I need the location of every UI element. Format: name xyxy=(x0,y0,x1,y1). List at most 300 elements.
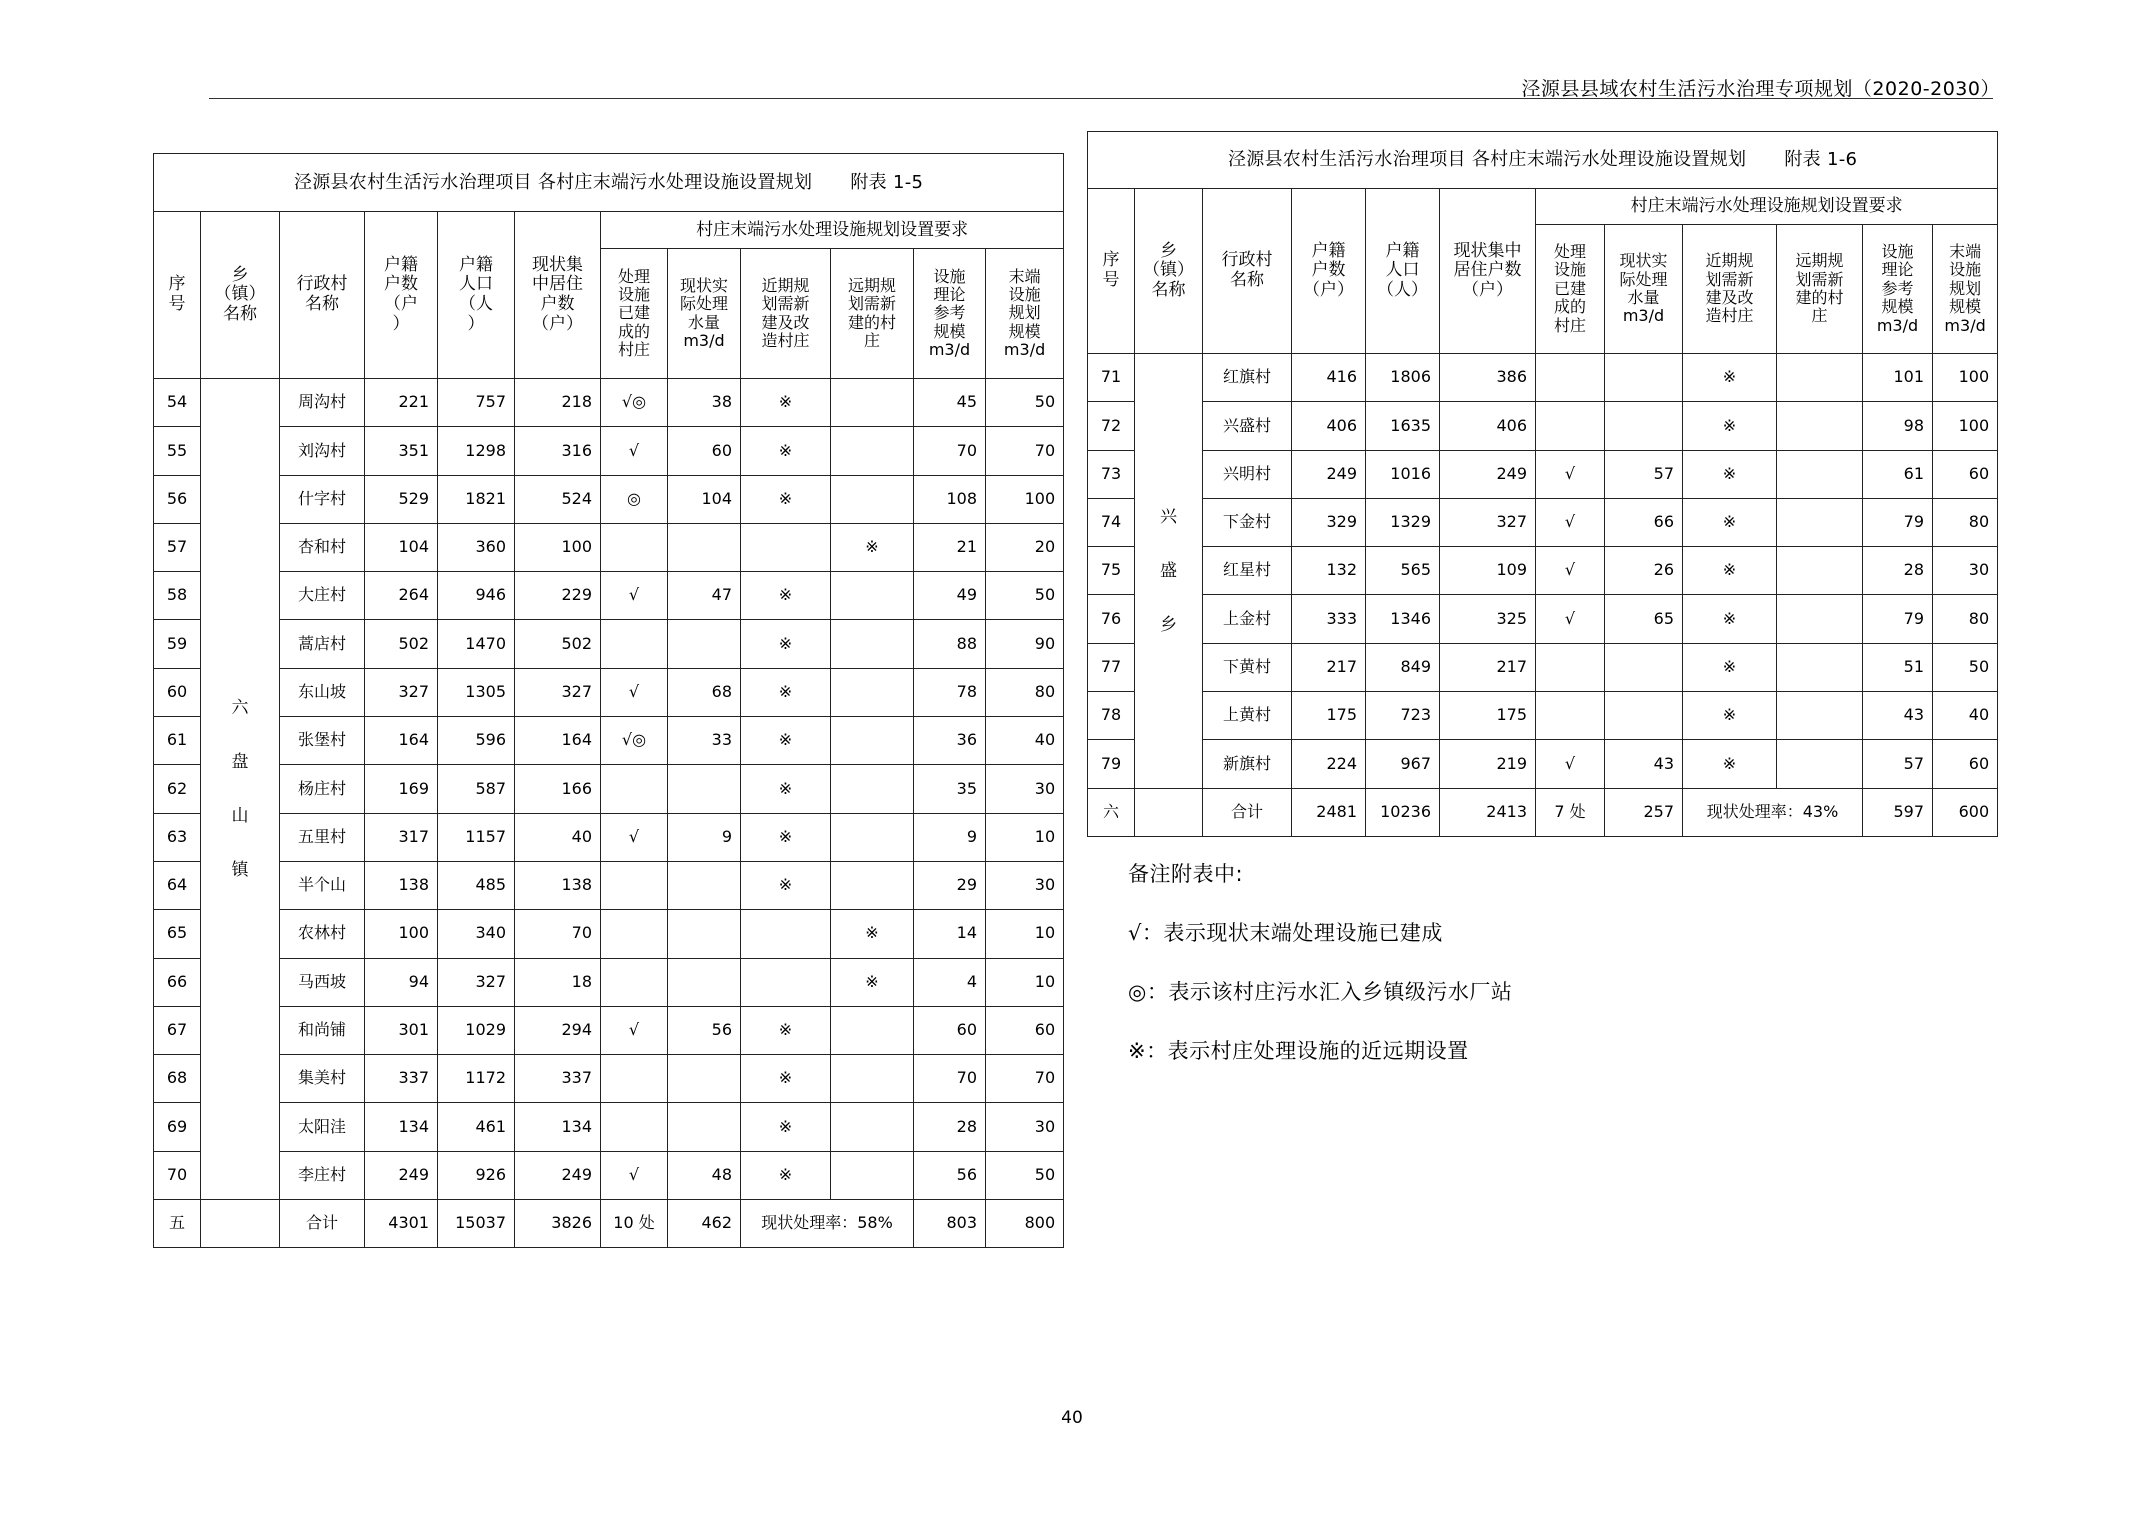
cell-built xyxy=(1536,354,1605,402)
header-village: 行政村 名称 xyxy=(1203,189,1292,354)
cell-concentrated: 386 xyxy=(1440,354,1536,402)
total-actual: 257 xyxy=(1605,788,1683,836)
notes-heading: 备注附表中: xyxy=(1128,862,1244,886)
cell-actual xyxy=(668,861,741,909)
total-treatment-rate: 现状处理率：58% xyxy=(741,1200,914,1248)
total-actual: 462 xyxy=(668,1200,741,1248)
cell-built: √◎ xyxy=(601,379,668,427)
town-name-cell: 兴 盛 乡 xyxy=(1135,354,1203,789)
cell-households: 406 xyxy=(1292,402,1366,450)
cell-households: 164 xyxy=(365,717,438,765)
cell-village: 半个山 xyxy=(280,861,365,909)
cell-concentrated: 40 xyxy=(515,813,601,861)
cell-concentrated: 325 xyxy=(1440,595,1536,643)
cell-built: ◎ xyxy=(601,475,668,523)
cell-population: 340 xyxy=(438,910,515,958)
cell-population: 1172 xyxy=(438,1055,515,1103)
cell-built xyxy=(601,523,668,571)
cell-seq: 65 xyxy=(154,910,201,958)
header-households: 户籍 户数 （户） xyxy=(1292,189,1366,354)
table-row xyxy=(154,379,1064,427)
cell-population: 327 xyxy=(438,958,515,1006)
table-row xyxy=(154,1055,1064,1103)
cell-actual: 104 xyxy=(668,475,741,523)
cell-village: 下黄村 xyxy=(1203,643,1292,691)
table-row xyxy=(154,475,1064,523)
cell-built: √ xyxy=(601,427,668,475)
cell-seq: 62 xyxy=(154,765,201,813)
header-built-villages: 处理 设施 已建 成的 村庄 xyxy=(601,249,668,379)
table-row xyxy=(154,572,1064,620)
cell-theory: 49 xyxy=(914,572,986,620)
cell-village: 什字村 xyxy=(280,475,365,523)
cell-actual: 43 xyxy=(1605,740,1683,788)
note-item-check: √：表示现状末端处理设施已建成 xyxy=(1128,921,1443,945)
cell-scale: 60 xyxy=(1933,740,1998,788)
cell-population: 926 xyxy=(438,1151,515,1199)
cell-seq: 69 xyxy=(154,1103,201,1151)
cell-seq: 64 xyxy=(154,861,201,909)
cell-theory: 60 xyxy=(914,1006,986,1054)
cell-population: 1470 xyxy=(438,620,515,668)
cell-actual: 57 xyxy=(1605,450,1683,498)
cell-concentrated: 524 xyxy=(515,475,601,523)
cell-theory: 57 xyxy=(1863,740,1933,788)
total-population: 10236 xyxy=(1366,788,1440,836)
cell-built: √ xyxy=(601,1151,668,1199)
table-row xyxy=(1088,740,1998,788)
cell-near: ※ xyxy=(741,427,831,475)
cell-scale: 60 xyxy=(986,1006,1064,1054)
table-row xyxy=(1088,498,1998,546)
cell-far xyxy=(1777,354,1863,402)
cell-theory: 79 xyxy=(1863,498,1933,546)
cell-village: 农林村 xyxy=(280,910,365,958)
cell-built: √◎ xyxy=(601,717,668,765)
total-population: 15037 xyxy=(438,1200,515,1248)
cell-seq: 71 xyxy=(1088,354,1135,402)
table-row xyxy=(154,910,1064,958)
header-near-term: 近期规 划需新 建及改 造村庄 xyxy=(741,249,831,379)
cell-households: 327 xyxy=(365,668,438,716)
cell-scale: 80 xyxy=(1933,498,1998,546)
cell-actual: 68 xyxy=(668,668,741,716)
cell-concentrated: 294 xyxy=(515,1006,601,1054)
cell-seq: 55 xyxy=(154,427,201,475)
cell-village: 张堡村 xyxy=(280,717,365,765)
cell-population: 461 xyxy=(438,1103,515,1151)
total-label: 合计 xyxy=(280,1200,365,1248)
cell-scale: 10 xyxy=(986,910,1064,958)
cell-actual xyxy=(668,958,741,1006)
cell-population: 723 xyxy=(1366,692,1440,740)
cell-households: 100 xyxy=(365,910,438,958)
cell-village: 下金村 xyxy=(1203,498,1292,546)
total-theory-scale: 803 xyxy=(914,1200,986,1248)
cell-far xyxy=(831,1055,914,1103)
header-planned-scale: 末端 设施 规划 规模 m3/d xyxy=(986,249,1064,379)
cell-seq: 59 xyxy=(154,620,201,668)
cell-far xyxy=(831,1103,914,1151)
page-header: 泾源县县域农村生活污水治理专项规划（2020-2030） xyxy=(1521,78,2000,100)
cell-households: 264 xyxy=(365,572,438,620)
cell-far xyxy=(831,765,914,813)
appendix-table-1-5 xyxy=(153,153,1064,1248)
cell-scale: 20 xyxy=(986,523,1064,571)
cell-concentrated: 166 xyxy=(515,765,601,813)
cell-theory: 88 xyxy=(914,620,986,668)
town-name-cell: 六 盘 山 镇 xyxy=(201,379,280,1200)
table-row xyxy=(1088,402,1998,450)
cell-near: ※ xyxy=(1683,740,1777,788)
cell-near: ※ xyxy=(741,813,831,861)
cell-village: 兴盛村 xyxy=(1203,402,1292,450)
cell-built xyxy=(1536,692,1605,740)
cell-near: ※ xyxy=(1683,450,1777,498)
cell-near: ※ xyxy=(1683,595,1777,643)
cell-theory: 51 xyxy=(1863,643,1933,691)
cell-far xyxy=(831,620,914,668)
cell-population: 1635 xyxy=(1366,402,1440,450)
cell-actual: 48 xyxy=(668,1151,741,1199)
cell-seq: 75 xyxy=(1088,547,1135,595)
header-theory-scale: 设施 理论 参考 规模 m3/d xyxy=(914,249,986,379)
cell-actual: 26 xyxy=(1605,547,1683,595)
cell-households: 134 xyxy=(365,1103,438,1151)
cell-seq: 57 xyxy=(154,523,201,571)
total-label: 合计 xyxy=(1203,788,1292,836)
header-planned-scale: 末端 设施 规划 规模 m3/d xyxy=(1933,225,1998,354)
cell-concentrated: 327 xyxy=(1440,498,1536,546)
cell-seq: 76 xyxy=(1088,595,1135,643)
cell-concentrated: 249 xyxy=(1440,450,1536,498)
cell-concentrated: 138 xyxy=(515,861,601,909)
cell-population: 1298 xyxy=(438,427,515,475)
table-row xyxy=(154,620,1064,668)
cell-actual xyxy=(668,765,741,813)
cell-seq: 67 xyxy=(154,1006,201,1054)
cell-scale: 80 xyxy=(986,668,1064,716)
cell-scale: 40 xyxy=(986,717,1064,765)
cell-concentrated: 217 xyxy=(1440,643,1536,691)
cell-built: √ xyxy=(1536,595,1605,643)
cell-households: 169 xyxy=(365,765,438,813)
cell-scale: 100 xyxy=(1933,354,1998,402)
cell-village: 杏和村 xyxy=(280,523,365,571)
header-seq: 序 号 xyxy=(1088,189,1135,354)
cell-village: 杨庄村 xyxy=(280,765,365,813)
cell-scale: 80 xyxy=(1933,595,1998,643)
cell-scale: 50 xyxy=(986,572,1064,620)
cell-theory: 61 xyxy=(1863,450,1933,498)
header-far-term: 远期规 划需新 建的村 庄 xyxy=(1777,225,1863,354)
cell-far xyxy=(1777,595,1863,643)
cell-scale: 100 xyxy=(986,475,1064,523)
cell-far xyxy=(1777,692,1863,740)
header-actual-volume: 现状实 际处理 水量 m3/d xyxy=(1605,225,1683,354)
cell-households: 249 xyxy=(365,1151,438,1199)
cell-households: 416 xyxy=(1292,354,1366,402)
header-requirements-group: 村庄末端污水处理设施规划设置要求 xyxy=(1536,189,1998,225)
cell-seq: 56 xyxy=(154,475,201,523)
cell-households: 329 xyxy=(1292,498,1366,546)
cell-village: 马西坡 xyxy=(280,958,365,1006)
cell-village: 集美村 xyxy=(280,1055,365,1103)
cell-actual: 65 xyxy=(1605,595,1683,643)
table-row xyxy=(154,765,1064,813)
cell-scale: 40 xyxy=(1933,692,1998,740)
cell-scale: 60 xyxy=(1933,450,1998,498)
header-town: 乡 （镇） 名称 xyxy=(1135,189,1203,354)
table-row xyxy=(1088,643,1998,691)
total-households: 4301 xyxy=(365,1200,438,1248)
cell-near: ※ xyxy=(741,1055,831,1103)
cell-actual: 56 xyxy=(668,1006,741,1054)
cell-households: 337 xyxy=(365,1055,438,1103)
cell-built: √ xyxy=(601,813,668,861)
cell-actual xyxy=(668,620,741,668)
cell-seq: 54 xyxy=(154,379,201,427)
table-row xyxy=(1088,354,1998,402)
table-row xyxy=(154,1006,1064,1054)
cell-actual: 38 xyxy=(668,379,741,427)
cell-scale: 50 xyxy=(986,379,1064,427)
appendix-table-1-6 xyxy=(1087,131,1998,837)
cell-built: √ xyxy=(601,668,668,716)
cell-population: 485 xyxy=(438,861,515,909)
cell-near: ※ xyxy=(741,765,831,813)
total-concentrated: 3826 xyxy=(515,1200,601,1248)
total-row xyxy=(1088,788,1998,836)
cell-near: ※ xyxy=(1683,354,1777,402)
cell-seq: 72 xyxy=(1088,402,1135,450)
cell-seq: 63 xyxy=(154,813,201,861)
header-population: 户籍 人口 （人） xyxy=(1366,189,1440,354)
table-row xyxy=(154,427,1064,475)
cell-theory: 9 xyxy=(914,813,986,861)
cell-concentrated: 337 xyxy=(515,1055,601,1103)
cell-population: 757 xyxy=(438,379,515,427)
table-row xyxy=(154,813,1064,861)
table-row xyxy=(1088,450,1998,498)
cell-seq: 78 xyxy=(1088,692,1135,740)
cell-population: 1806 xyxy=(1366,354,1440,402)
cell-village: 红星村 xyxy=(1203,547,1292,595)
cell-concentrated: 316 xyxy=(515,427,601,475)
header-village: 行政村 名称 xyxy=(280,212,365,379)
cell-village: 新旗村 xyxy=(1203,740,1292,788)
cell-population: 1016 xyxy=(1366,450,1440,498)
cell-concentrated: 219 xyxy=(1440,740,1536,788)
header-population: 户籍 人口 （人 ） xyxy=(438,212,515,379)
cell-households: 94 xyxy=(365,958,438,1006)
cell-theory: 45 xyxy=(914,379,986,427)
cell-population: 565 xyxy=(1366,547,1440,595)
table-row xyxy=(154,717,1064,765)
total-seq: 五 xyxy=(154,1200,201,1248)
cell-population: 1821 xyxy=(438,475,515,523)
table-title-text: 泾源县农村生活污水治理项目 各村庄末端污水处理设施设置规划 xyxy=(293,171,813,193)
cell-near: ※ xyxy=(1683,547,1777,595)
cell-population: 587 xyxy=(438,765,515,813)
cell-far: ※ xyxy=(831,523,914,571)
cell-population: 596 xyxy=(438,717,515,765)
cell-near: ※ xyxy=(741,668,831,716)
cell-theory: 98 xyxy=(1863,402,1933,450)
cell-households: 333 xyxy=(1292,595,1366,643)
cell-built xyxy=(601,620,668,668)
cell-seq: 66 xyxy=(154,958,201,1006)
cell-far xyxy=(831,427,914,475)
cell-seq: 61 xyxy=(154,717,201,765)
cell-far: ※ xyxy=(831,910,914,958)
cell-households: 529 xyxy=(365,475,438,523)
cell-scale: 70 xyxy=(986,427,1064,475)
cell-theory: 28 xyxy=(1863,547,1933,595)
note-item-reference-mark: ※：表示村庄处理设施的近远期设置 xyxy=(1128,1039,1469,1063)
cell-village: 上黄村 xyxy=(1203,692,1292,740)
cell-population: 1346 xyxy=(1366,595,1440,643)
cell-near: ※ xyxy=(741,379,831,427)
cell-actual xyxy=(668,523,741,571)
header-concentrated-households: 现状集中 居住户数 （户） xyxy=(1440,189,1536,354)
appendix-label: 附表 1-6 xyxy=(1784,149,1858,171)
cell-households: 502 xyxy=(365,620,438,668)
cell-scale: 50 xyxy=(986,1151,1064,1199)
header-concentrated-households: 现状集 中居住 户数 （户） xyxy=(515,212,601,379)
header-built-villages: 处理 设施 已建 成的 村庄 xyxy=(1536,225,1605,354)
table-row xyxy=(1088,692,1998,740)
cell-actual xyxy=(668,910,741,958)
cell-concentrated: 175 xyxy=(1440,692,1536,740)
cell-built xyxy=(1536,643,1605,691)
cell-village: 大庄村 xyxy=(280,572,365,620)
cell-households: 132 xyxy=(1292,547,1366,595)
cell-concentrated: 502 xyxy=(515,620,601,668)
cell-households: 175 xyxy=(1292,692,1366,740)
total-planned-scale: 800 xyxy=(986,1200,1064,1248)
total-row xyxy=(154,1200,1064,1248)
cell-far xyxy=(1777,740,1863,788)
cell-far xyxy=(1777,643,1863,691)
cell-built xyxy=(1536,402,1605,450)
note-item-double-circle: ◎：表示该村庄污水汇入乡镇级污水厂站 xyxy=(1128,980,1513,1004)
cell-concentrated: 406 xyxy=(1440,402,1536,450)
cell-far: ※ xyxy=(831,958,914,1006)
cell-far xyxy=(1777,498,1863,546)
cell-households: 301 xyxy=(365,1006,438,1054)
cell-near: ※ xyxy=(1683,402,1777,450)
header-far-term: 远期规 划需新 建的村 庄 xyxy=(831,249,914,379)
cell-built: √ xyxy=(1536,450,1605,498)
cell-village: 和尚铺 xyxy=(280,1006,365,1054)
cell-near: ※ xyxy=(741,1103,831,1151)
cell-theory: 29 xyxy=(914,861,986,909)
cell-population: 360 xyxy=(438,523,515,571)
cell-far xyxy=(831,1006,914,1054)
cell-scale: 30 xyxy=(986,1103,1064,1151)
cell-actual xyxy=(668,1103,741,1151)
cell-actual xyxy=(1605,643,1683,691)
cell-actual xyxy=(1605,354,1683,402)
cell-population: 1029 xyxy=(438,1006,515,1054)
cell-near: ※ xyxy=(1683,643,1777,691)
cell-households: 224 xyxy=(1292,740,1366,788)
cell-concentrated: 218 xyxy=(515,379,601,427)
table-row xyxy=(154,958,1064,1006)
notes xyxy=(1128,858,1512,1094)
cell-seq: 79 xyxy=(1088,740,1135,788)
cell-scale: 70 xyxy=(986,1055,1064,1103)
header-rule xyxy=(209,98,1993,99)
cell-scale: 30 xyxy=(986,765,1064,813)
cell-near: ※ xyxy=(741,1151,831,1199)
cell-theory: 35 xyxy=(914,765,986,813)
cell-far xyxy=(831,572,914,620)
cell-concentrated: 327 xyxy=(515,668,601,716)
cell-scale: 10 xyxy=(986,958,1064,1006)
total-concentrated: 2413 xyxy=(1440,788,1536,836)
cell-built: √ xyxy=(601,572,668,620)
cell-population: 967 xyxy=(1366,740,1440,788)
cell-households: 351 xyxy=(365,427,438,475)
cell-households: 217 xyxy=(1292,643,1366,691)
cell-village: 上金村 xyxy=(1203,595,1292,643)
cell-theory: 28 xyxy=(914,1103,986,1151)
cell-scale: 10 xyxy=(986,813,1064,861)
table-body-right xyxy=(1088,354,1998,837)
cell-village: 太阳洼 xyxy=(280,1103,365,1151)
cell-far xyxy=(831,1151,914,1199)
cell-concentrated: 70 xyxy=(515,910,601,958)
header-households: 户籍 户数 （户 ） xyxy=(365,212,438,379)
total-seq: 六 xyxy=(1088,788,1135,836)
cell-concentrated: 18 xyxy=(515,958,601,1006)
cell-far xyxy=(831,813,914,861)
cell-seq: 60 xyxy=(154,668,201,716)
cell-far xyxy=(1777,450,1863,498)
cell-village: 刘沟村 xyxy=(280,427,365,475)
cell-built xyxy=(601,765,668,813)
cell-theory: 4 xyxy=(914,958,986,1006)
total-planned-scale: 600 xyxy=(1933,788,1998,836)
appendix-label: 附表 1-5 xyxy=(850,171,924,193)
cell-theory: 21 xyxy=(914,523,986,571)
cell-seq: 68 xyxy=(154,1055,201,1103)
cell-scale: 90 xyxy=(986,620,1064,668)
total-built: 7 处 xyxy=(1536,788,1605,836)
cell-village: 周沟村 xyxy=(280,379,365,427)
cell-concentrated: 229 xyxy=(515,572,601,620)
cell-far xyxy=(831,668,914,716)
cell-near xyxy=(741,910,831,958)
cell-actual: 33 xyxy=(668,717,741,765)
cell-village: 五里村 xyxy=(280,813,365,861)
total-built: 10 处 xyxy=(601,1200,668,1248)
cell-population: 946 xyxy=(438,572,515,620)
cell-theory: 70 xyxy=(914,427,986,475)
cell-built: √ xyxy=(1536,547,1605,595)
table-title-text: 泾源县农村生活污水治理项目 各村庄末端污水处理设施设置规划 xyxy=(1227,149,1747,171)
cell-actual: 60 xyxy=(668,427,741,475)
cell-near: ※ xyxy=(741,1006,831,1054)
cell-near: ※ xyxy=(741,620,831,668)
cell-theory: 108 xyxy=(914,475,986,523)
cell-built xyxy=(601,910,668,958)
cell-scale: 30 xyxy=(1933,547,1998,595)
cell-actual xyxy=(668,1055,741,1103)
table-row xyxy=(154,1151,1064,1199)
